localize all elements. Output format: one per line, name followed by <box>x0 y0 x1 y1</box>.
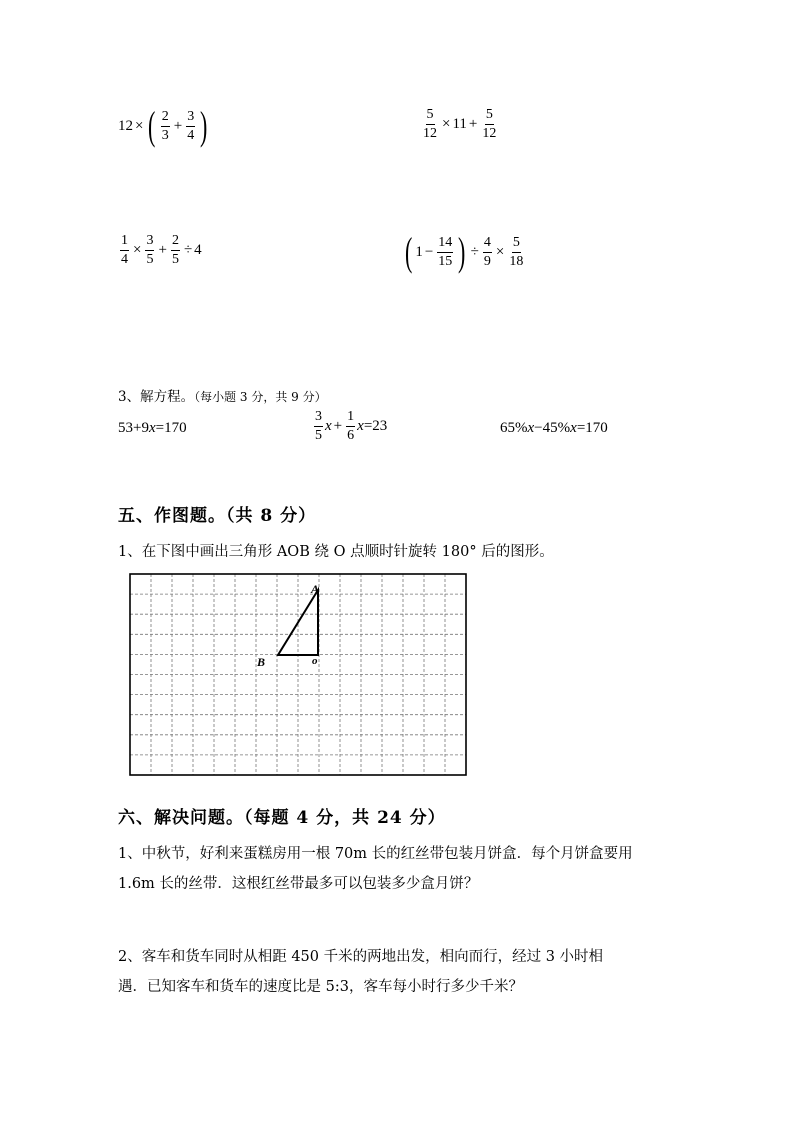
fraction: $\frac{5}{18}$ <box>509 234 524 269</box>
right-paren: ) <box>200 103 208 148</box>
fraction: $\frac{3}{5}$ <box>315 409 322 443</box>
fraction: $\frac{3}{4}$ <box>187 108 195 143</box>
equation-right: =170 <box>576 420 608 436</box>
fraction: $\frac{14}{15}$ <box>438 234 453 269</box>
variable-x: x <box>148 420 156 436</box>
label-b: B <box>257 655 266 669</box>
left-paren: ( <box>404 229 413 274</box>
equation-left: 53+9 <box>118 420 149 436</box>
label-a: A <box>311 582 320 596</box>
percent-term: −45% <box>534 420 571 436</box>
grid-lines <box>130 574 466 775</box>
times-sign: × <box>495 243 505 260</box>
label-o: o <box>312 655 318 667</box>
variable-x: x <box>527 420 535 436</box>
fraction: $\frac{3}{5}$ <box>146 233 154 267</box>
calc-expression-2 <box>420 108 499 141</box>
fraction: $\frac{5}{12}$ <box>482 107 497 141</box>
plus-sign: + <box>173 117 183 134</box>
times-sign: × <box>133 242 142 258</box>
equation-right: =170 <box>155 420 187 436</box>
question-3-score-note: （每小题 3 分，共 9 分） <box>194 390 327 404</box>
fraction: $\frac{2}{5}$ <box>171 233 179 267</box>
section-6-question-1-line-1: 1、中秋节，好利来蛋糕房用一根 70m 长的红丝带包装月饼盒．每个月饼盒要用 <box>118 846 633 862</box>
left-paren: ( <box>148 103 156 148</box>
equation-2 <box>312 410 387 443</box>
divide-sign: ÷ <box>470 243 479 260</box>
fraction: $\frac{2}{3}$ <box>161 108 169 143</box>
plus-sign: + <box>333 418 343 434</box>
section-5-title: 五、作图题。（共 8 分） <box>118 506 317 526</box>
minus-sign: − <box>424 243 434 260</box>
section-6-question-2-line-1: 2、客车和货车同时从相距 450 千米的两地出发，相向而行，经过 3 小时相 <box>118 949 604 965</box>
question-3-heading <box>118 385 327 405</box>
times-sign: × <box>442 116 451 132</box>
divide-sign: ÷ <box>183 242 193 258</box>
rotation-grid-figure <box>128 572 468 777</box>
fraction: $\frac{5}{12}$ <box>423 107 437 141</box>
fraction: $\frac{1}{4}$ <box>121 233 128 267</box>
section-6-title: 六、解决问题。（每题 4 分，共 24 分） <box>118 808 446 828</box>
right-paren: ) <box>458 229 466 274</box>
calc-expression-3 <box>118 234 202 267</box>
operand: 1 <box>415 243 423 260</box>
plus-sign: + <box>468 116 478 132</box>
calc-expression-4 <box>402 229 526 274</box>
variable-x: x <box>570 420 577 436</box>
variable-x: x <box>357 418 364 434</box>
times-sign: × <box>135 117 144 134</box>
operand: 11 <box>452 116 467 132</box>
percent-term: 65% <box>500 420 528 436</box>
equation-3 <box>500 420 608 437</box>
operand: 4 <box>194 242 202 258</box>
plus-sign: + <box>158 242 167 258</box>
calc-expression-1 <box>118 103 211 148</box>
section-6-question-2-line-2: 遇．已知客车和货车的速度比是 5:3，客车每小时行多少千米？ <box>118 979 523 995</box>
variable-x: x <box>325 418 332 434</box>
fraction: $\frac{4}{9}$ <box>483 234 491 269</box>
fraction: $\frac{1}{6}$ <box>347 409 355 443</box>
section-5-question-1: 1、在下图中画出三角形 AOB 绕 O 点顺时针旋转 180° 后的图形。 <box>118 544 554 560</box>
coefficient: 12 <box>118 117 133 134</box>
equation-1 <box>118 420 187 437</box>
equation-right: =23 <box>363 418 388 434</box>
section-6-question-1-line-2: 1.6m 长的丝带．这根红丝带最多可以包装多少盒月饼？ <box>118 876 479 892</box>
question-3-title: 3、解方程。 <box>118 389 195 405</box>
